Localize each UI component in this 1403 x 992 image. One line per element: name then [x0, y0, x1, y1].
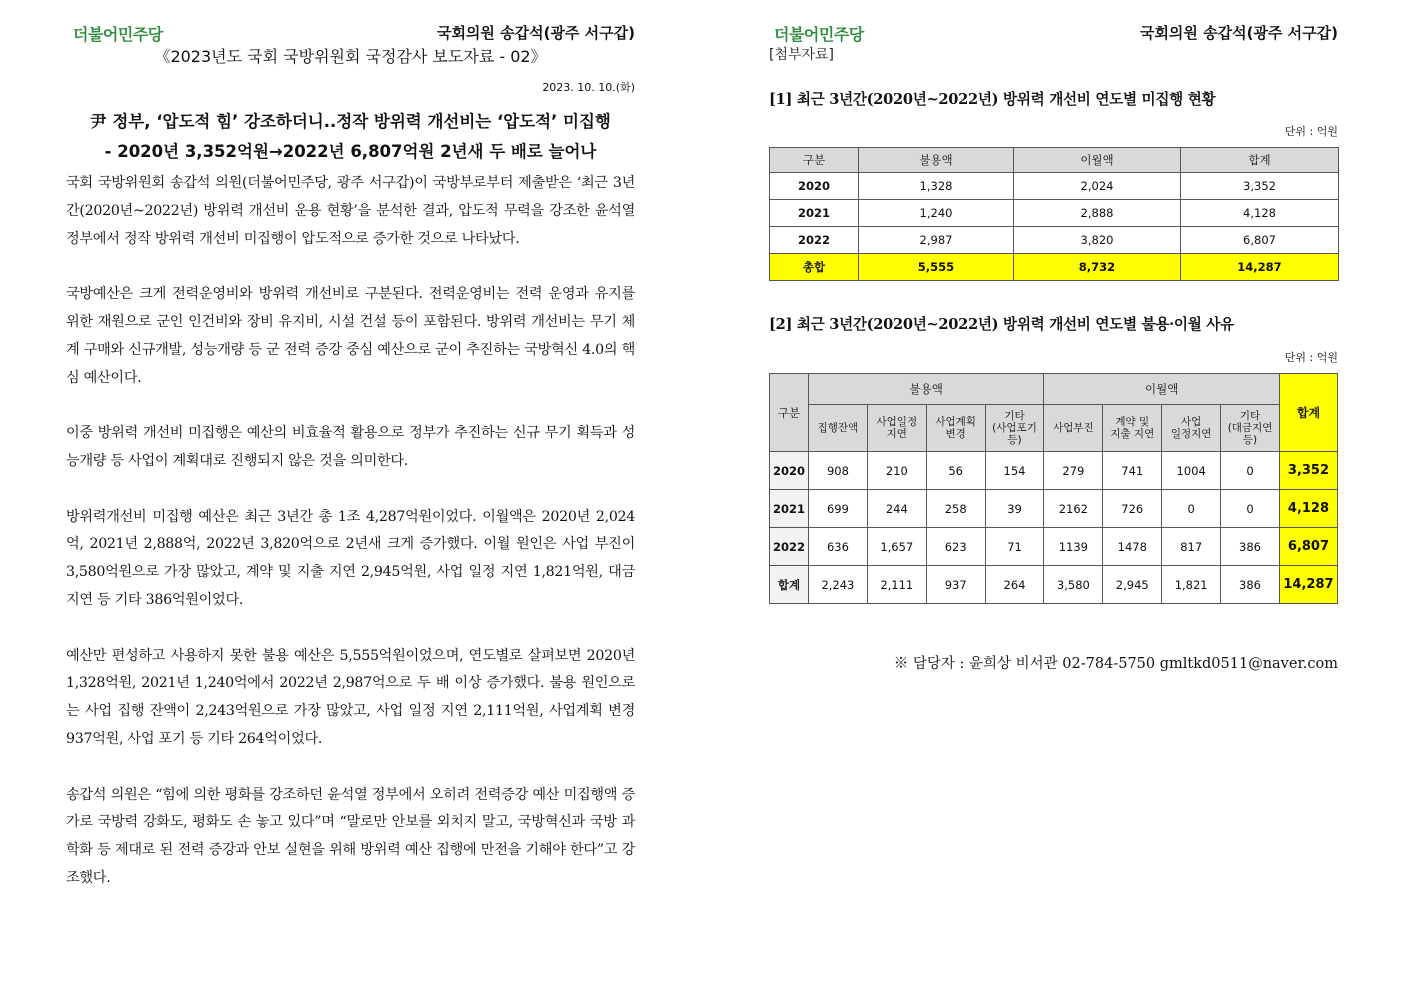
cell: 210 — [867, 452, 926, 490]
col-header: 사업 일정지연 — [1162, 405, 1221, 452]
col-header: 집행잔액 — [808, 405, 867, 452]
cell: 39 — [985, 490, 1044, 528]
party-logo: 더불어민주당 — [774, 25, 864, 44]
table-sub-header-row — [770, 405, 1338, 452]
col-header: 구분 — [770, 148, 859, 173]
sub-headline: - 2020년 3,352억원→2022년 6,807억원 2년새 두 배로 늘어나 — [104, 142, 597, 161]
cell: 5,555 — [859, 254, 1014, 281]
table-row — [770, 528, 1338, 566]
cell: 244 — [867, 490, 926, 528]
cell: 3,352 — [1279, 452, 1337, 490]
cell: 279 — [1044, 452, 1103, 490]
cell: 8,732 — [1014, 254, 1181, 281]
cell: 56 — [926, 452, 985, 490]
cell: 2,111 — [867, 566, 926, 604]
cell: 0 — [1221, 452, 1280, 490]
paragraph: 예산만 편성하고 사용하지 못한 불용 예산은 5,555억원이었으며, 연도별로 살펴보면 2020년 1,328억원, 2021년 1,240억에서 2022년 2,987억으로 두 배 이상 증가했다. 불용 원인으로는 사업 집행 잔액이 2,243억원으로 가장 많았고, 사업 일정 지연 2,111억원, 사업계획 변경 937억원, 사업 포기 등 기타 264억이었다. — [66, 647, 635, 747]
cell: 2022 — [770, 227, 859, 254]
cell: 1004 — [1162, 452, 1221, 490]
paragraph: 국방예산은 크게 전력운영비와 방위력 개선비로 구분된다. 전력운영비는 전력 운영과 유지를 위한 재원으로 군인 인건비와 장비 유지비, 시설 건설 등이 포함된다. 방위력 개선비는 무기 체계 구매와 신규개발, 성능개량 등 군 전력 증강 중심 예산으로 군이 추진하는 국방혁신 4.0의 핵심 예산이다. — [66, 286, 635, 386]
cell: 3,820 — [1014, 227, 1181, 254]
cell: 14,287 — [1279, 566, 1337, 604]
cell: 1139 — [1044, 528, 1103, 566]
col-header: 기타 (대금지연 등) — [1221, 405, 1280, 452]
cell: 4,128 — [1279, 490, 1337, 528]
col-header: 기타 (사업포기 등) — [985, 405, 1044, 452]
cell: 1,657 — [867, 528, 926, 566]
section-2-title: [2] 최근 3년간(2020년~2022년) 방위력 개선비 연도별 불용·이월 사유 — [769, 316, 1234, 333]
cell: 2,024 — [1014, 173, 1181, 200]
cell: 1,240 — [859, 200, 1014, 227]
col-header: 사업부진 — [1044, 405, 1103, 452]
reasons-table — [769, 373, 1338, 604]
col-header: 계약 및 지출 지연 — [1103, 405, 1162, 452]
cell: 636 — [808, 528, 867, 566]
col-header: 합계 — [1279, 374, 1337, 452]
right-page — [701, 0, 1403, 992]
table-header-row — [770, 148, 1339, 173]
cell: 71 — [985, 528, 1044, 566]
col-header: 이월액 — [1014, 148, 1181, 173]
col-header: 합계 — [1181, 148, 1339, 173]
party-logo: 더불어민주당 — [73, 25, 163, 44]
cell: 0 — [1162, 490, 1221, 528]
headline: 尹 정부, ‘압도적 힘’ 강조하더니..정작 방위력 개선비는 ‘압도적’ 미집행 — [90, 112, 611, 131]
cell: 741 — [1103, 452, 1162, 490]
mp-name: 국회의원 송갑석(광주 서구갑) — [436, 24, 635, 42]
cell: 2,945 — [1103, 566, 1162, 604]
cell: 154 — [985, 452, 1044, 490]
cell: 2021 — [770, 200, 859, 227]
cell: 699 — [808, 490, 867, 528]
paragraph: 송갑석 의원은 “힘에 의한 평화를 강조하던 윤석열 정부에서 오히려 전력증강 예산 미집행액 증가로 국방력 강화도, 평화도 손 놓고 있다”며 “말로만 안보를 외치지 말고, 국방혁신과 국방 과학화 등 제대로 된 전력 증강과 안보 실현을 위해 방위력 예산 집행에 만전을 기해야 한다”고 강조했다. — [66, 786, 635, 886]
mp-name: 국회의원 송갑석(광주 서구갑) — [1139, 24, 1338, 42]
table-group-header-row — [770, 374, 1338, 405]
unit-label-1: 단위 : 억원 — [1284, 125, 1338, 138]
cell: 1,328 — [859, 173, 1014, 200]
cell: 726 — [1103, 490, 1162, 528]
col-group-header: 불용액 — [808, 374, 1043, 405]
col-header: 사업계획 변경 — [926, 405, 985, 452]
cell: 2,888 — [1014, 200, 1181, 227]
cell: 14,287 — [1181, 254, 1339, 281]
col-header: 불용액 — [859, 148, 1014, 173]
paragraph: 이중 방위력 개선비 미집행은 예산의 비효율적 활용으로 정부가 추진하는 신규 무기 획득과 성능개량 등 사업이 계획대로 진행되지 않은 것을 의미한다. — [66, 425, 635, 469]
col-group-header: 이월액 — [1044, 374, 1280, 405]
cell: 937 — [926, 566, 985, 604]
paragraph: 국회 국방위원회 송갑석 의원(더불어민주당, 광주 서구갑)이 국방부로부터 제출받은 ‘최근 3년간(2020년~2022년) 방위력 개선비 운용 현황’을 분석한 결과, 압도적 무력을 강조한 윤석열 정부에서 정작 방위력 개선비 미집행이 압도적으로 증가한 것으로 나타났다. — [66, 175, 635, 247]
cell: 908 — [808, 452, 867, 490]
cell: 6,807 — [1181, 227, 1339, 254]
cell: 2,987 — [859, 227, 1014, 254]
table-row — [770, 200, 1339, 227]
cell: 2162 — [1044, 490, 1103, 528]
table-row — [770, 490, 1338, 528]
left-page — [0, 0, 701, 992]
cell: 623 — [926, 528, 985, 566]
table-total-row — [770, 254, 1339, 281]
cell: 386 — [1221, 528, 1280, 566]
release-date: 2023. 10. 10.(화) — [542, 81, 635, 94]
cell: 총합 — [770, 254, 859, 281]
unexecuted-budget-table — [769, 147, 1339, 281]
table-row — [770, 452, 1338, 490]
table-row — [770, 227, 1339, 254]
cell: 2021 — [770, 490, 809, 528]
cell: 0 — [1221, 490, 1280, 528]
release-series-title: 《2023년도 국회 국방위원회 국정감사 보도자료 - 02》 — [154, 47, 547, 66]
table-row — [770, 173, 1339, 200]
attachment-label: [첨부자료] — [769, 47, 835, 63]
cell: 1478 — [1103, 528, 1162, 566]
section-1-title: [1] 최근 3년간(2020년~2022년) 방위력 개선비 연도별 미집행 현황 — [769, 91, 1216, 108]
cell: 6,807 — [1279, 528, 1337, 566]
paragraph: 방위력개선비 미집행 예산은 최근 3년간 총 1조 4,287억원이었다. 이월액은 2020년 2,024억, 2021년 2,888억, 2022년 3,820억으로 2년새 크게 증가했다. 이월 원인은 사업 부진이 3,580억원으로 가장 많았고, 계약 및 지출 지연 2,945억원, 사업 일정 지연 1,821억원, 대금 지연 등 기타 386억원이었다. — [66, 508, 635, 608]
cell: 264 — [985, 566, 1044, 604]
cell: 817 — [1162, 528, 1221, 566]
cell: 258 — [926, 490, 985, 528]
cell: 합계 — [770, 566, 809, 604]
article-body — [66, 170, 635, 893]
cell: 1,821 — [1162, 566, 1221, 604]
col-header: 사업일정 지연 — [867, 405, 926, 452]
contact-info: ※ 담당자 : 윤희상 비서관 02-784-5750 gmltkd0511@naver.com — [893, 656, 1338, 672]
cell: 386 — [1221, 566, 1280, 604]
unit-label-2: 단위 : 억원 — [1284, 351, 1338, 364]
cell: 2020 — [770, 452, 809, 490]
cell: 2020 — [770, 173, 859, 200]
cell: 4,128 — [1181, 200, 1339, 227]
cell: 2022 — [770, 528, 809, 566]
cell: 2,243 — [808, 566, 867, 604]
table-total-row — [770, 566, 1338, 604]
cell: 3,352 — [1181, 173, 1339, 200]
cell: 3,580 — [1044, 566, 1103, 604]
col-header: 구분 — [770, 374, 809, 452]
